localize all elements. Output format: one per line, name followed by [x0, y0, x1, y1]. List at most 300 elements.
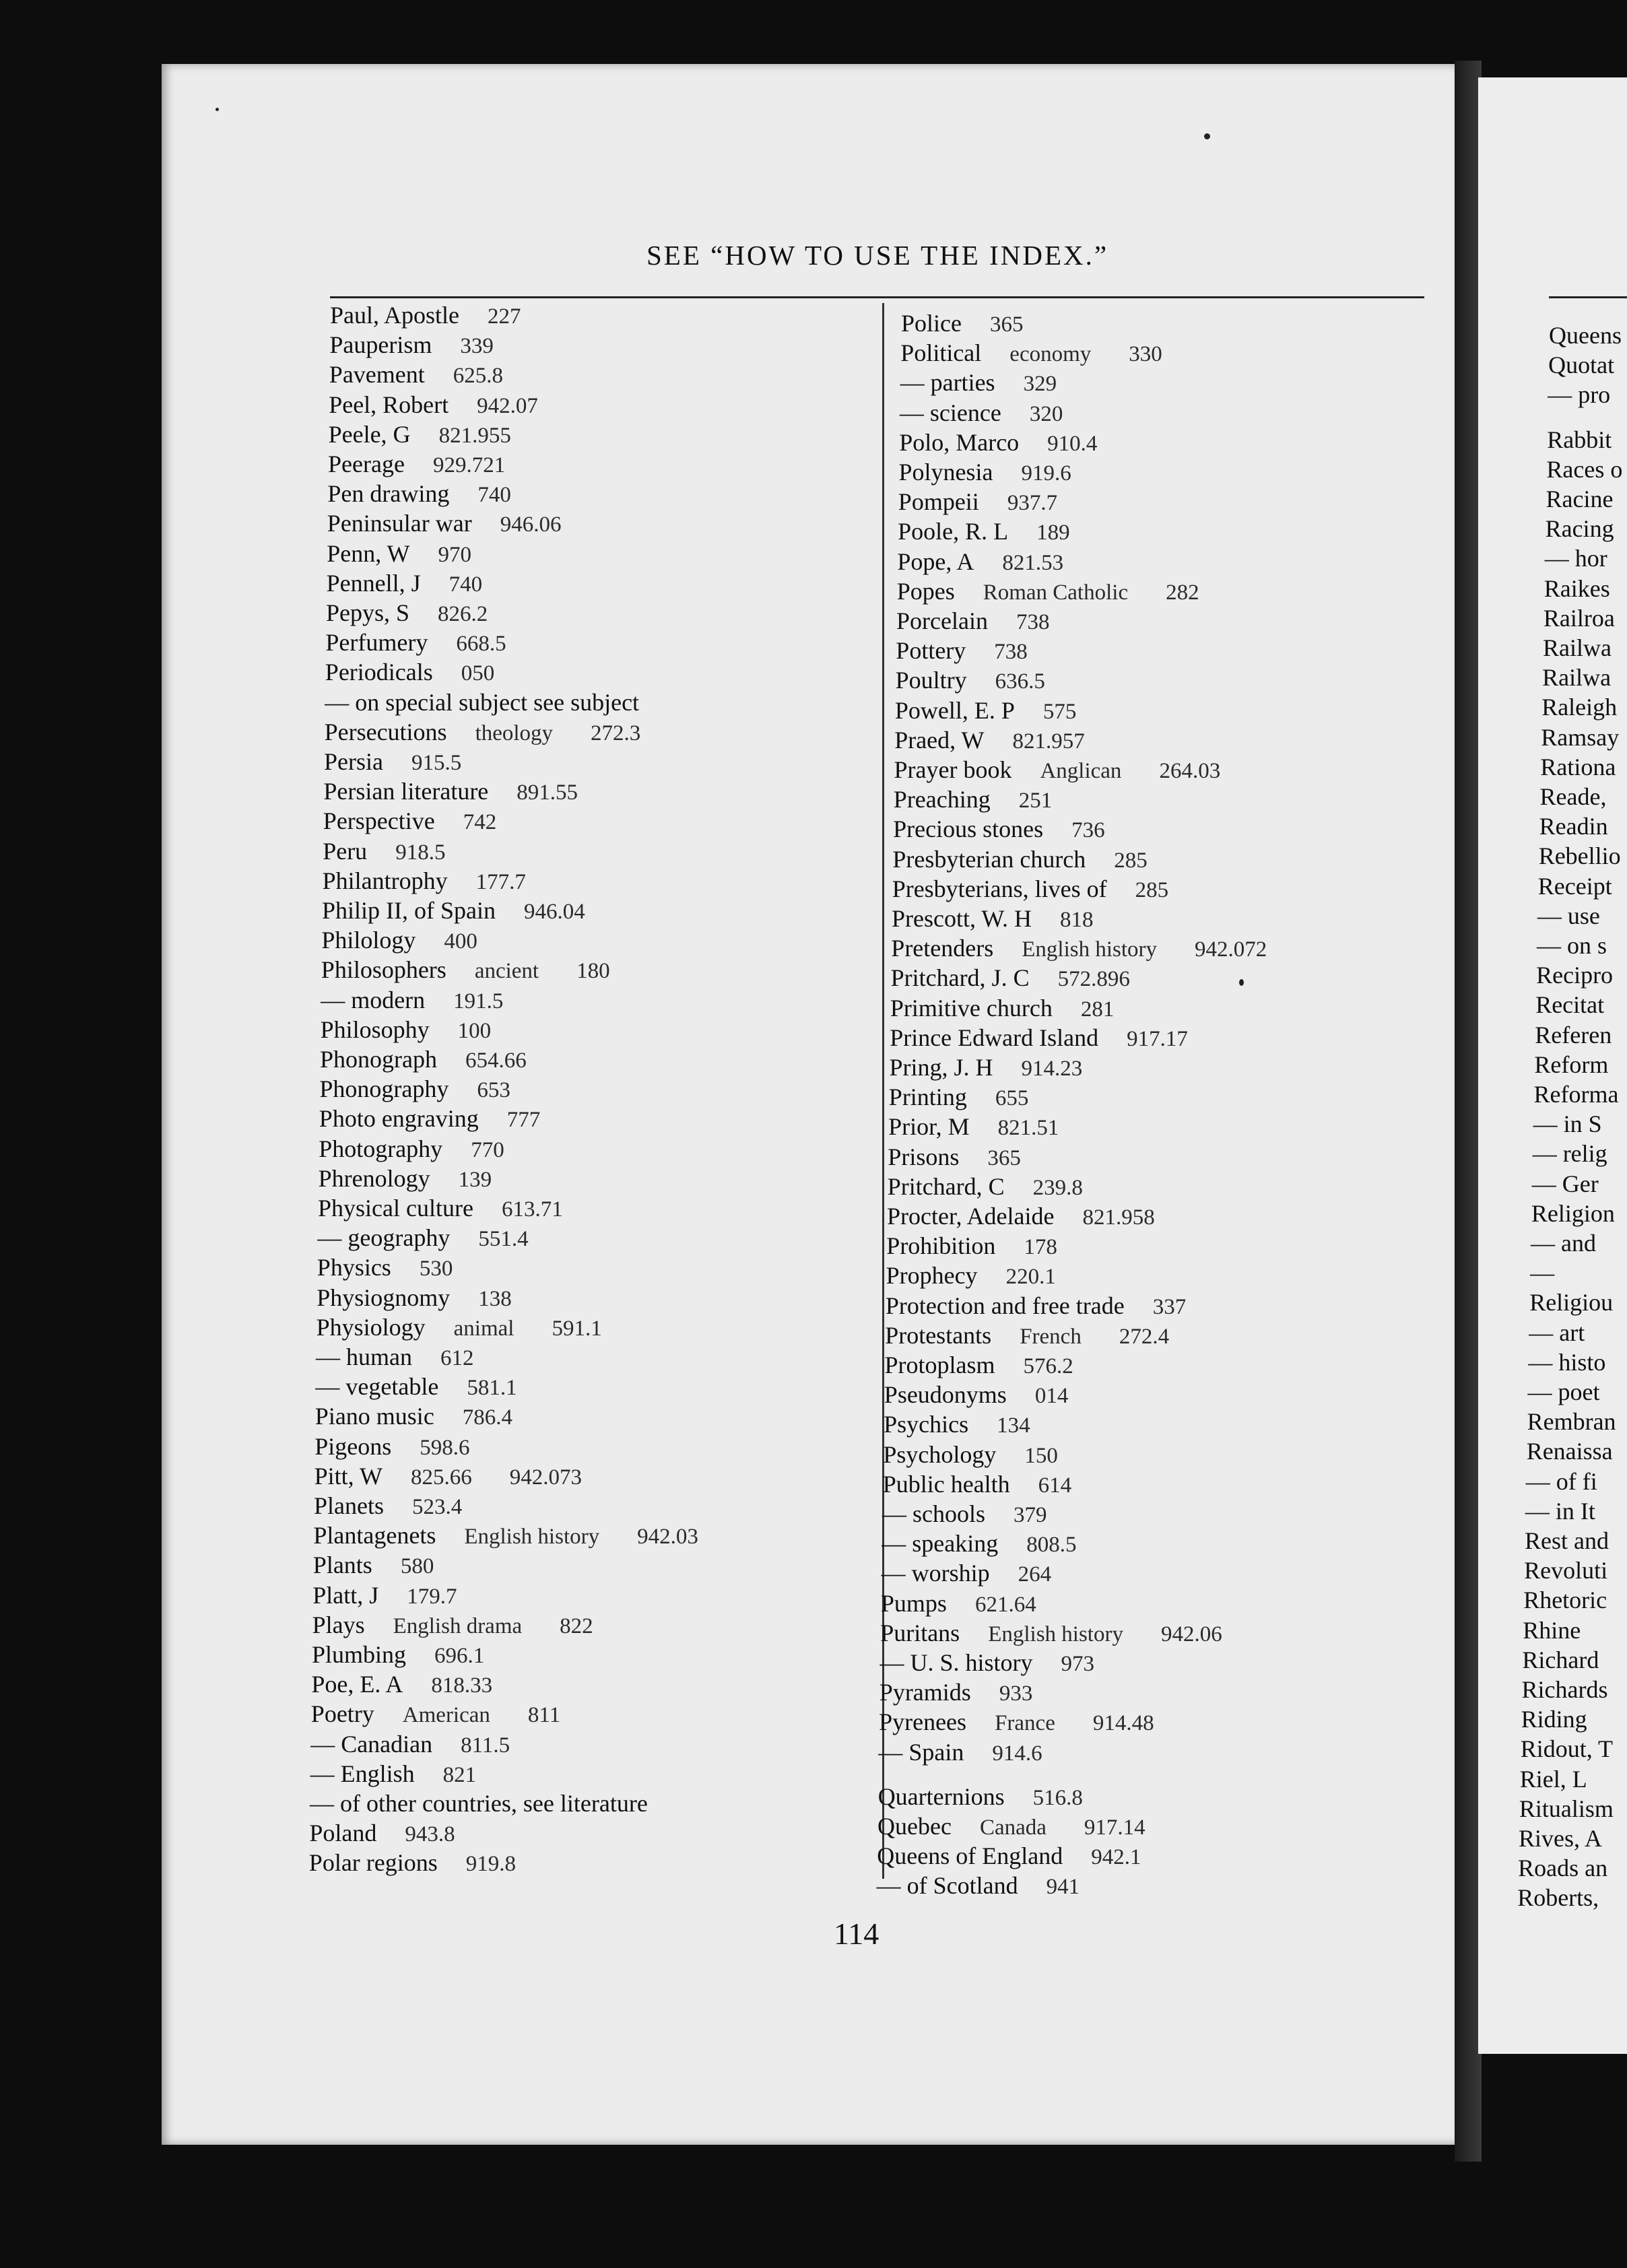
index-reference: 281	[1080, 997, 1115, 1022]
index-reference: 189	[1036, 521, 1070, 545]
index-reference: 825.66	[410, 1465, 472, 1490]
index-term: Prior, M	[888, 1113, 970, 1141]
index-reference: 575	[1042, 699, 1077, 724]
index-entry	[310, 1790, 648, 1817]
index-term: Philology	[321, 927, 416, 954]
index-term: Philip II, of Spain	[322, 897, 496, 924]
index-reference: 400	[444, 929, 477, 954]
index-entry	[324, 748, 461, 776]
index-entry	[901, 310, 1023, 338]
next-page-fragment: Readin	[1539, 813, 1608, 840]
page-header: SEE “HOW TO USE THE INDEX.”	[646, 240, 1109, 271]
index-term: Pavement	[329, 361, 425, 389]
index-reference: 654.66	[465, 1048, 527, 1073]
index-term: Polynesia	[898, 459, 993, 486]
index-reference: 516.8	[1032, 1785, 1083, 1810]
next-page-fragment: Recipro	[1536, 962, 1614, 989]
paper-speck	[1204, 133, 1210, 139]
index-reference: 942.03	[637, 1525, 698, 1549]
index-entry	[897, 548, 1063, 576]
index-reference: 251	[1018, 789, 1053, 813]
index-entry	[318, 1195, 563, 1223]
next-page-fragment: Renaissa	[1526, 1438, 1613, 1465]
index-reference: 179.7	[407, 1584, 457, 1609]
next-page-fragment: — use	[1537, 902, 1600, 929]
next-page-fragment: Riding	[1521, 1706, 1587, 1733]
index-entry	[329, 331, 493, 360]
index-term: Police	[901, 310, 962, 337]
index-term: Poole, R. L	[898, 518, 1009, 545]
index-entry	[329, 421, 511, 449]
index-reference: 572.896	[1057, 967, 1130, 992]
index-entry	[314, 1492, 462, 1521]
index-entry	[883, 1471, 1071, 1499]
index-reference: 220.1	[1005, 1265, 1056, 1290]
index-reference: 919.8	[465, 1852, 517, 1877]
index-entry	[877, 1813, 1145, 1841]
index-entry	[327, 540, 471, 568]
index-reference: 914.6	[992, 1741, 1042, 1766]
next-page-fragment: — in S	[1533, 1110, 1602, 1138]
next-page-fragment: Reforma	[1533, 1081, 1619, 1108]
next-page-fragment: Racine	[1546, 486, 1614, 512]
index-reference: 530	[419, 1257, 453, 1281]
next-page-fragment: Rives, A	[1519, 1825, 1603, 1852]
index-reference: 933	[999, 1681, 1033, 1706]
index-reference: 591.1	[552, 1316, 602, 1341]
index-entry	[325, 659, 494, 687]
index-entry	[884, 1381, 1069, 1409]
index-term: Pyrenees	[879, 1708, 967, 1736]
index-reference: 191.5	[453, 989, 504, 1013]
index-entry	[321, 987, 503, 1015]
index-entry	[898, 518, 1070, 546]
index-reference: 050	[461, 661, 495, 686]
index-term: — human	[316, 1343, 412, 1370]
index-reference: 942.1	[1091, 1845, 1141, 1870]
index-reference: 740	[477, 483, 511, 508]
index-term: Platt, J	[312, 1581, 379, 1609]
index-term: Peel, Robert	[329, 391, 449, 418]
next-page-fragment: Rabbit	[1547, 426, 1612, 453]
index-term: Plays	[312, 1611, 365, 1638]
index-term: Polo, Marco	[899, 428, 1020, 456]
index-term: Praed, W	[894, 726, 985, 754]
index-term: Physical culture	[318, 1195, 473, 1222]
index-reference: 523.4	[412, 1495, 463, 1519]
index-reference: 178	[1024, 1235, 1057, 1260]
index-reference: 696.1	[434, 1644, 485, 1668]
index-term: Psychology	[883, 1440, 997, 1468]
index-reference: 738	[1016, 610, 1050, 634]
index-reference: Anglican	[1040, 759, 1122, 783]
index-entry	[890, 1054, 1083, 1082]
index-entry	[884, 1411, 1030, 1439]
index-term: — of other countries, see literature	[310, 1790, 648, 1817]
index-term: Peele, G	[328, 420, 411, 448]
index-entry	[310, 1731, 510, 1759]
index-term: Poultry	[895, 667, 967, 694]
index-reference: 282	[1166, 580, 1199, 605]
index-entry	[896, 637, 1028, 665]
index-reference: English drama	[393, 1613, 523, 1638]
index-reference: 973	[1061, 1652, 1095, 1676]
index-reference: ancient	[474, 959, 539, 984]
index-entry	[317, 1314, 602, 1342]
index-reference: 612	[440, 1346, 474, 1370]
index-term: Photo engraving	[319, 1105, 479, 1133]
index-term: Public health	[882, 1470, 1010, 1498]
index-reference: 942.072	[1195, 937, 1267, 962]
index-reference: 138	[478, 1286, 512, 1311]
index-reference: English history	[988, 1622, 1123, 1646]
index-term: Pumps	[880, 1589, 947, 1617]
index-entry	[313, 1552, 434, 1580]
index-term: Puritans	[880, 1619, 960, 1646]
index-term: Pigeons	[314, 1432, 392, 1460]
next-page-fragment: Riel, L	[1519, 1765, 1587, 1793]
index-term: Pritchard, C	[887, 1172, 1005, 1200]
next-page-fragment: — pro	[1548, 381, 1611, 409]
index-entry	[894, 727, 1085, 755]
index-term: Queens of England	[877, 1842, 1063, 1870]
index-entry	[890, 1024, 1188, 1053]
index-reference: theology	[475, 721, 554, 745]
index-term: Prophecy	[886, 1262, 978, 1290]
index-reference: 272.4	[1119, 1324, 1170, 1349]
index-entry	[312, 1641, 484, 1669]
next-page-fragment: Receipt	[1537, 872, 1612, 900]
index-reference: 180	[576, 959, 610, 984]
index-term: Philosophers	[321, 956, 446, 984]
next-page-fragment: Roads an	[1518, 1855, 1608, 1882]
index-term: Primitive church	[890, 994, 1053, 1022]
index-reference: 818.33	[431, 1673, 493, 1698]
index-entry	[321, 1016, 492, 1044]
next-page-fragment: Roberts,	[1517, 1884, 1599, 1912]
index-reference: 941	[1046, 1875, 1080, 1900]
index-entry	[326, 599, 488, 628]
index-entry	[310, 1760, 477, 1789]
index-term: Prayer book	[894, 756, 1012, 783]
index-entry	[328, 451, 505, 479]
index-term: Photography	[319, 1135, 443, 1162]
index-term: Peru	[323, 837, 368, 865]
index-term: Persia	[324, 748, 383, 775]
index-entry	[899, 459, 1071, 487]
index-reference: 770	[471, 1137, 504, 1162]
index-entry	[881, 1590, 1036, 1618]
index-reference: France	[995, 1711, 1055, 1736]
index-reference: 613.71	[501, 1197, 563, 1222]
index-entry	[314, 1433, 469, 1461]
index-term: Physics	[317, 1254, 391, 1281]
index-reference: 740	[449, 572, 483, 597]
next-page-fragment: Rebellio	[1538, 842, 1621, 870]
index-entry	[319, 1105, 540, 1133]
index-entry	[882, 1530, 1076, 1558]
index-reference: 668.5	[456, 632, 506, 657]
index-entry	[329, 361, 503, 389]
index-term: — on special subject see subject	[325, 688, 640, 716]
index-term: — geography	[317, 1224, 451, 1252]
index-reference: 150	[1024, 1443, 1058, 1468]
index-term: Political	[900, 339, 982, 367]
index-term: Quebec	[877, 1813, 952, 1840]
index-entry	[886, 1232, 1057, 1261]
index-term: Penn, W	[327, 539, 410, 567]
index-reference: 808.5	[1026, 1533, 1077, 1558]
next-page-fragment: — on s	[1537, 932, 1607, 959]
index-entry	[319, 1165, 492, 1193]
index-reference: 943.8	[405, 1822, 455, 1847]
index-entry	[892, 875, 1168, 904]
index-term: Phrenology	[318, 1164, 430, 1192]
index-reference: 946.04	[524, 900, 585, 924]
index-entry	[896, 607, 1049, 636]
index-term: Phonography	[319, 1075, 449, 1103]
index-reference: 285	[1114, 848, 1148, 873]
index-entry	[315, 1373, 517, 1401]
index-entry	[321, 927, 477, 955]
index-entry	[311, 1700, 560, 1729]
index-reference: 914.48	[1092, 1711, 1154, 1736]
index-entry	[311, 1671, 492, 1699]
next-page-fragment: Recitat	[1535, 991, 1605, 1019]
index-entry	[900, 369, 1057, 397]
index-entry	[877, 1842, 1141, 1871]
index-reference: 910.4	[1047, 431, 1098, 456]
index-reference: 653	[477, 1078, 510, 1103]
index-entry	[900, 399, 1063, 428]
index-term: Presbyterians, lives of	[892, 875, 1107, 902]
index-term: — vegetable	[315, 1373, 439, 1401]
index-entry	[325, 719, 641, 747]
index-reference: 636.5	[995, 669, 1045, 694]
index-term: Quarternions	[877, 1782, 1005, 1810]
index-reference: 621.64	[974, 1592, 1036, 1617]
next-page-fragment: — of fi	[1525, 1467, 1597, 1495]
index-term: Peninsular war	[327, 510, 472, 537]
next-page-fragment: Rhine	[1523, 1616, 1581, 1644]
index-reference: 365	[989, 312, 1024, 337]
index-entry	[896, 667, 1045, 695]
index-entry	[895, 697, 1077, 725]
index-entry	[309, 1820, 455, 1848]
index-reference: 915.5	[411, 751, 462, 775]
index-term: Precious stones	[893, 815, 1044, 843]
index-term: Peerage	[328, 451, 405, 477]
index-term: Popes	[896, 577, 955, 605]
index-entry	[323, 807, 496, 836]
index-term: Perspective	[323, 807, 435, 835]
next-page-fragment: Reade,	[1539, 783, 1607, 810]
next-page-fragment: Rest and	[1525, 1527, 1609, 1554]
index-reference: 942.07	[477, 393, 538, 418]
index-term: Presbyterian church	[892, 845, 1086, 873]
next-page-fragment: Rationa	[1540, 753, 1616, 780]
next-page-fragment: Religiou	[1529, 1289, 1614, 1316]
next-page-fragment: Richards	[1521, 1676, 1608, 1703]
next-page-fragment: — and	[1531, 1230, 1596, 1257]
index-term: — schools	[882, 1500, 985, 1527]
index-entry	[891, 935, 1267, 963]
index-reference: 811.5	[461, 1733, 510, 1758]
index-entry	[886, 1262, 1056, 1290]
index-reference: 914.23	[1021, 1057, 1083, 1081]
index-entry	[325, 629, 506, 657]
index-term: Porcelain	[896, 607, 988, 634]
paper-speck	[215, 108, 219, 111]
index-entry	[877, 1872, 1080, 1900]
index-term: Psychics	[884, 1411, 969, 1438]
next-page-fragment: Religion	[1531, 1199, 1615, 1227]
next-page-fragment: Races o	[1546, 455, 1623, 483]
next-page-fragment: Rhetoric	[1523, 1587, 1607, 1614]
index-reference: 655	[995, 1086, 1029, 1111]
index-reference: 942.06	[1160, 1622, 1222, 1646]
index-entry	[327, 570, 483, 598]
next-page-fragment: Racing	[1545, 515, 1614, 543]
index-entry	[900, 339, 1162, 368]
index-entry	[890, 995, 1114, 1023]
index-reference: 742	[463, 810, 497, 835]
index-reference: 917.17	[1127, 1026, 1188, 1051]
index-entry	[321, 956, 610, 985]
index-term: Piano music	[314, 1403, 434, 1430]
index-term: — worship	[881, 1560, 990, 1587]
next-page-fragment: Reform	[1534, 1050, 1609, 1078]
index-reference: 919.6	[1021, 461, 1071, 486]
index-term: Philantrophy	[322, 867, 448, 894]
index-term: Physiognomy	[317, 1283, 451, 1311]
index-reference: 777	[506, 1108, 541, 1133]
index-reference: 580	[400, 1554, 434, 1579]
index-term: Prince Edward Island	[890, 1024, 1099, 1051]
index-entry	[317, 1284, 512, 1312]
index-term: Planets	[314, 1492, 384, 1519]
index-reference: economy	[1009, 342, 1092, 367]
next-page-fragment: Quotat	[1548, 352, 1615, 379]
index-term: Preaching	[893, 786, 991, 813]
index-reference: 822	[560, 1613, 593, 1638]
index-reference: 330	[1129, 342, 1162, 367]
index-entry	[894, 786, 1052, 814]
index-reference: 227	[488, 304, 521, 329]
index-term: — Spain	[878, 1738, 964, 1766]
next-page-fragment: — poet	[1527, 1378, 1600, 1405]
index-term: — science	[899, 399, 1001, 426]
index-entry	[325, 689, 639, 716]
index-entry	[886, 1292, 1186, 1321]
index-entry	[323, 867, 526, 896]
index-entry	[897, 578, 1199, 606]
index-reference: 786.4	[462, 1405, 513, 1430]
index-entry	[892, 905, 1094, 933]
index-reference: 821.955	[438, 423, 511, 448]
index-term: Persecutions	[324, 718, 447, 745]
index-term: Polar regions	[308, 1849, 438, 1877]
index-entry	[899, 429, 1097, 457]
index-term: Prohibition	[886, 1232, 996, 1260]
index-term: Plumbing	[312, 1641, 407, 1668]
index-term: Pseudonyms	[884, 1381, 1007, 1409]
index-reference: 918.5	[395, 840, 446, 865]
index-entry	[888, 1113, 1059, 1141]
index-entry	[892, 846, 1147, 874]
index-reference: 177.7	[475, 869, 526, 894]
index-entry	[879, 1708, 1154, 1737]
index-term: Pring, J. H	[889, 1054, 993, 1081]
index-term: — Canadian	[310, 1730, 433, 1758]
index-reference: 942.073	[509, 1465, 582, 1490]
book-gutter	[1455, 61, 1482, 2162]
index-entry	[893, 815, 1104, 844]
index-entry	[316, 1343, 473, 1372]
index-term: Prisons	[888, 1143, 960, 1170]
index-entry	[322, 897, 585, 925]
index-reference: 100	[457, 1018, 492, 1043]
index-entry	[330, 302, 521, 330]
index-entry	[320, 1046, 527, 1074]
index-reference: 581.1	[467, 1376, 517, 1401]
index-reference: English history	[464, 1525, 600, 1549]
next-page-fragment: — Ger	[1531, 1170, 1599, 1197]
next-page-fragment: Ridout, T	[1520, 1735, 1614, 1763]
paper-speck	[1239, 979, 1244, 986]
index-entry	[883, 1441, 1058, 1469]
index-entry	[329, 391, 538, 420]
index-term: — parties	[900, 369, 995, 397]
next-page-fragment: Railroa	[1543, 604, 1615, 632]
next-page-fragment: — relig	[1532, 1140, 1607, 1168]
index-reference: 329	[1023, 372, 1057, 397]
index-entry	[314, 1463, 582, 1491]
index-entry	[315, 1403, 512, 1431]
index-reference: 320	[1029, 401, 1063, 426]
index-term: Protestants	[885, 1321, 992, 1349]
next-page-fragment: Railwa	[1542, 664, 1612, 692]
index-term: Protection and free trade	[885, 1292, 1125, 1319]
index-term: Pritchard, J. C	[890, 964, 1030, 992]
index-entry	[888, 1173, 1083, 1201]
index-term: Poetry	[310, 1700, 374, 1728]
index-entry	[879, 1679, 1033, 1707]
index-term: Pyramids	[879, 1679, 971, 1706]
index-term: Perfumery	[325, 629, 428, 657]
next-page-fragment: — in It	[1525, 1497, 1595, 1525]
next-page-fragment: Revoluti	[1524, 1557, 1608, 1585]
index-entry	[323, 838, 445, 866]
index-term: Phonograph	[320, 1046, 437, 1073]
index-term: Procter, Adelaide	[887, 1203, 1055, 1230]
index-entry	[894, 756, 1221, 785]
index-term: — English	[310, 1760, 415, 1787]
index-term: Pennell, J	[326, 569, 421, 597]
next-page-fragment: — art	[1529, 1319, 1585, 1346]
next-page-fragment: — histo	[1528, 1348, 1606, 1376]
index-reference: 821.958	[1082, 1205, 1155, 1230]
index-term: Poe, E. A	[311, 1671, 403, 1698]
index-entry	[327, 480, 510, 508]
index-reference: 818	[1060, 908, 1094, 932]
index-reference: 738	[994, 640, 1028, 665]
next-page-fragment: Queens	[1549, 322, 1622, 349]
index-entry	[313, 1522, 698, 1550]
index-reference: 946.06	[500, 512, 562, 537]
index-term: Pottery	[896, 637, 966, 665]
index-reference: 811	[527, 1703, 561, 1728]
